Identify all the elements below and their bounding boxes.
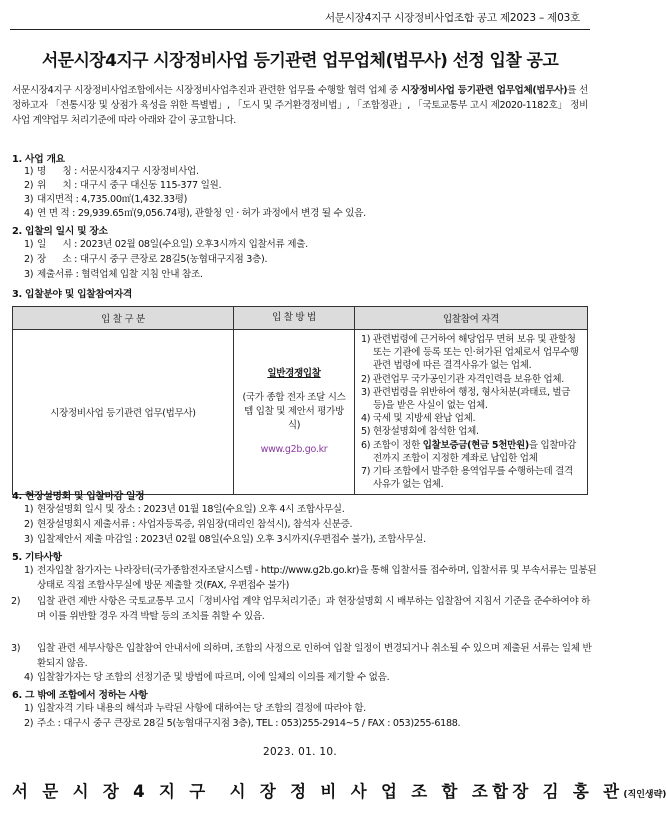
notice-date: 2023. 01. 10.: [262, 746, 338, 758]
qualification-item: 3) 관련법령을 위반하여 행정, 형사처분(과태료, 벌금 등)을 받은 사실이 없는 업체.: [361, 386, 571, 412]
section-4-title: 4. 현장설명회 및 입찰마감 일정: [12, 491, 145, 502]
s5-item-4: 4) 입찰참가자는 당 조합의 선정기준 및 방법에 따르며, 이에 일체의 이의를 제기할 수 없음.: [24, 672, 390, 683]
qualification-item: 6) 조합이 정한 입찰보증금(현금 5천만원)을 입찰마감 전까지 조합이 지정한 계좌로 납입한 업체: [361, 439, 576, 464]
s6-item-2: 2) 주소 : 대구시 중구 큰장로 28길 5(농협대구지점 3층), TEL : 053)255-2914~5 / FAX : 053)255-6188.: [24, 718, 461, 729]
qualification-item: 5) 현장설명회에 참석한 업체.: [361, 426, 479, 438]
header-divider: [10, 29, 590, 30]
s5-item-2: 2) 입찰 관련 제반 사항은 국토교통부 고시「정비사업 계약 업무처리기준」과 현장설명회 시 배부하는 입찰참여 지침서 기준을 준수하여야 하며 이를 위반할 경우 자격 박탈 등의 조치를 취할 수 있음.: [11, 596, 591, 622]
s4-item-3: 3) 입찰제안서 제출 마감일 : 2023년 02월 08일(수요일) 오후 3시까지(우편접수 불가), 조합사무실.: [24, 534, 426, 545]
bid-method-cell: [234, 330, 355, 495]
bid-category-cell: 시장정비사업 등기관련 업무(법무사): [13, 330, 234, 495]
seal-omitted-note: (직인생략): [623, 790, 666, 800]
bid-qualification-table: [12, 306, 588, 495]
s2-item-3: 3) 제출서류 : 협력업체 입찰 지침 안내 참조.: [24, 269, 203, 280]
issuer-signature-line: [12, 778, 666, 802]
bid-method-description: (국가 종합 전자 조달 시스템 입찰 및 제안서 평가방식): [242, 392, 346, 432]
table-header: 입 찰 방 법: [234, 307, 355, 330]
s6-item-1: 1) 입찰자격 기타 내용의 해석과 누락된 사항에 대하여는 당 조합의 결정에 따라야 함.: [24, 703, 366, 714]
bid-deposit-text: 입찰보증금(현금 5천만원): [422, 439, 529, 451]
intro-paragraph: [12, 83, 588, 128]
s5-item-3: 3) 입찰 관련 세부사항은 입찰참여 안내서에 의하며, 조합의 사정으로 인하여 입찰 일정이 변경되거나 취소될 수 있으며 제출된 서류는 일체 반환되지 않음.: [11, 643, 592, 669]
page-title: 서문시장4지구 시장정비사업 등기관련 업무업체(법무사) 선정 입찰 공고: [41, 51, 559, 71]
s4-item-2: 2) 현장설명회시 제출서류 : 사업자등록증, 위임장(대리인 참석시), 참석자 신분증.: [24, 519, 353, 530]
section-3-title: 3. 입찰분야 및 입찰참여자격: [12, 289, 133, 300]
section-2-title: 2. 입찰의 일시 및 장소: [12, 226, 108, 237]
s4-item-1: 1) 현장설명회 일시 및 장소 : 2023년 01월 18일(수요일) 오후 4시 조합사무실.: [24, 504, 345, 515]
s1-item-4: 4) 연 면 적 : 29,939.65㎡(9,056.74평), 관할청 인 · 허가 과정에서 변경 될 수 있음.: [24, 208, 366, 219]
table-header-row: [13, 307, 588, 330]
section-5-title: 5. 기타사항: [12, 552, 62, 563]
s1-item-2: 2) 위 치 : 대구시 중구 대신동 115-377 일원.: [24, 180, 222, 191]
qualification-cell: [355, 330, 588, 495]
intro-text-2: 를 선정하고자 「전통시장 및 상점가 육성을 위한 특별법」, 「도시 및 주거환경정비법」, 「조합정관」, 「국토교통부 고시 제2020-1182호」 정비사업 계약업무 처리기준에 따라 아래와 같이 공고합니다.: [12, 85, 588, 126]
s2-item-2: 2) 장 소 : 대구시 중구 큰장로 28길5(농협대구지점 3층).: [24, 254, 268, 265]
qualification-item: 1) 관련법령에 근거하여 해당업무 면허 보유 및 관할청 또는 기관에 등록 또는 인·허가된 업체로서 업무수행 관련 법령에 따른 결격사유가 없는 업체.: [361, 334, 579, 372]
s5-item-1: 1) 전자입찰 참가자는 나라장터(국가종합전자조달시스템 - http://www.g2b.go.kr)을 통해 입찰서를 접수하며, 입찰서류 및 부속서류는 밀봉된 상태로 직접 조합사무실에 방문 제출할 것(FAX, 우편접수 불가): [24, 565, 597, 591]
s1-item-3: 3) 대지면적 : 4,735.00㎡(1,432.33평): [24, 194, 188, 205]
notice-reference-number: 서문시장4지구 시장정비사업조합 공고 제2023 – 제03호: [324, 12, 580, 24]
issuer-name: 서 문 시 장 4 지 구 시 장 정 비 사 업 조 합 조합장 김 홍 관: [12, 782, 624, 801]
table-header: 입 찰 구 분: [13, 307, 234, 330]
qualification-item: 4) 국세 및 지방세 완납 업체.: [361, 413, 476, 425]
intro-text-1: 서문시장4지구 시장정비사업조합에서는 시장정비사업추진과 관련한 업무를 수행할 협력 업체 중: [12, 85, 402, 96]
qualification-item: 7) 기타 조합에서 발주한 용역업무를 수행하는데 결격사유가 없는 업체.: [361, 466, 573, 491]
table-row: [13, 330, 588, 495]
s1-item-1: 1) 명 칭 : 서문시장4지구 시장정비사업.: [24, 166, 199, 177]
qualification-item: 2) 관련업무 국가공인기관 자격인력을 보유한 업체.: [361, 373, 565, 385]
g2b-link[interactable]: www.g2b.go.kr: [260, 444, 328, 456]
s2-item-1: 1) 일 시 : 2023년 02월 08일(수요일) 오후3시까지 입찰서류 제출.: [24, 239, 308, 250]
section-1-title: 1. 사업 개요: [12, 154, 65, 165]
section-6-title: 6. 그 밖에 조합에서 정하는 사항: [12, 690, 148, 701]
table-header: 입찰참여 자격: [355, 307, 588, 330]
bid-method-title: 일반경쟁입찰: [267, 368, 321, 380]
intro-bold-text: 시장정비사업 등기관련 업무업체(법무사): [401, 85, 568, 96]
